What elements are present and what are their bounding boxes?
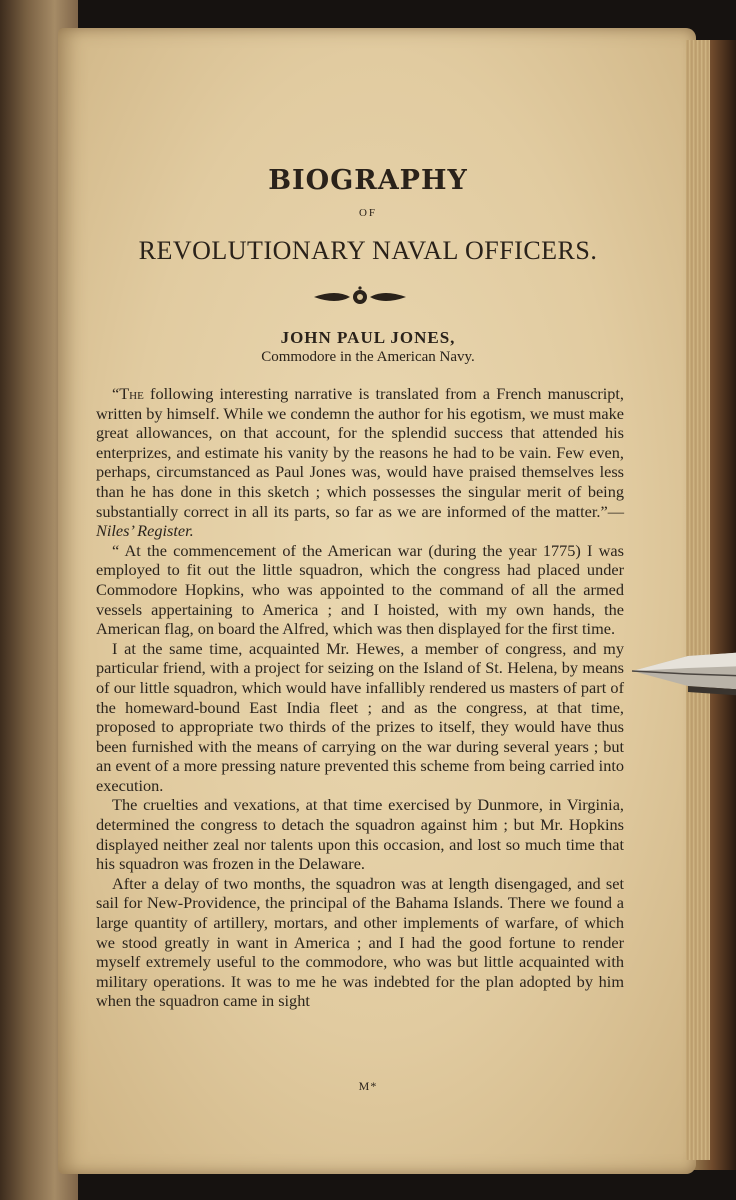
intro-text: following interesting narrative is translated from a French manuscript, written by himself. While we condemn the author for his egotism, we must make great allowances, on that account, for the splendid success that attended his enterprizes, and estimate his vanity by the reasons he had to be vain. Few even, perhaps, circumstanced as Paul Jones was, would have praised themselves less than he has done in this sketch ; which possesses the singular merit of being substantially correct in all its parts, so far as we are informed of the matter.”— [96, 384, 624, 521]
page-subtitle: REVOLUTIONARY NAVAL OFFICERS. [138, 236, 598, 265]
open-quote: “ [112, 384, 120, 403]
lead-word: The [119, 384, 144, 403]
title-connector: OF [358, 207, 378, 219]
paragraph-4: After a delay of two months, the squadron was at length disengaged, and set sail for New-Providence, the principal of the Bahama Islands. There we found a large quantity of artillery, mortars, and other implements of warfare, of which we stood greatly in want in America ; and I had the good fortune to render myself extremely useful to the commodore, who was but little acquainted with military operations. It was to me he was indebted for the plan adopted by him when the squadron came in sight [96, 873, 624, 1011]
paragraph-1: “ At the commencement of the American war (during the year 1775) I was employed to fit out the little squadron, which the congress had placed under Commodore Hopkins, who was appointed to the command of all the armed vessels appertaining to America ; and I hoisted, with my own hands, the American flag, on board the Alfred, which was then displayed for the first time. [96, 540, 624, 639]
subject-rank: Commodore in the American Navy. [261, 349, 475, 365]
citation-source: Niles’ Register. [96, 521, 194, 541]
subject-name: JOHN PAUL JONES, [280, 328, 456, 347]
paragraph-2: I at the same time, acquainted Mr. Hewes, a member of congress, and my particular friend, with a project for seizing on the Island of St. Helena, by means of our little squadron, which would have infallibly rendered us masters of part of the homeward-bound East India fleet ; and as the congress, at that time, proposed to appropriate two thirds of the prizes to itself, they would have thus been furnished with the means of carrying on the war during several years ; but an event of a more pressing nature prevented this scheme from being carried into execution. [96, 638, 624, 795]
body-text [96, 384, 624, 1011]
paragraph-3: The cruelties and vexations, at that time exercised by Dunmore, in Virginia, determined the congress to detach the squadron against him ; but Mr. Hopkins displayed neither zeal nor talents upon this occasion, and lost so much time that his squadron was frozen in the Delaware. [96, 795, 624, 874]
ornament-icon [312, 286, 408, 308]
pen-icon [628, 646, 736, 696]
signature-mark: M* [358, 1079, 378, 1093]
paragraph-intro [96, 384, 624, 541]
page-title: BIOGRAPHY [268, 165, 468, 196]
